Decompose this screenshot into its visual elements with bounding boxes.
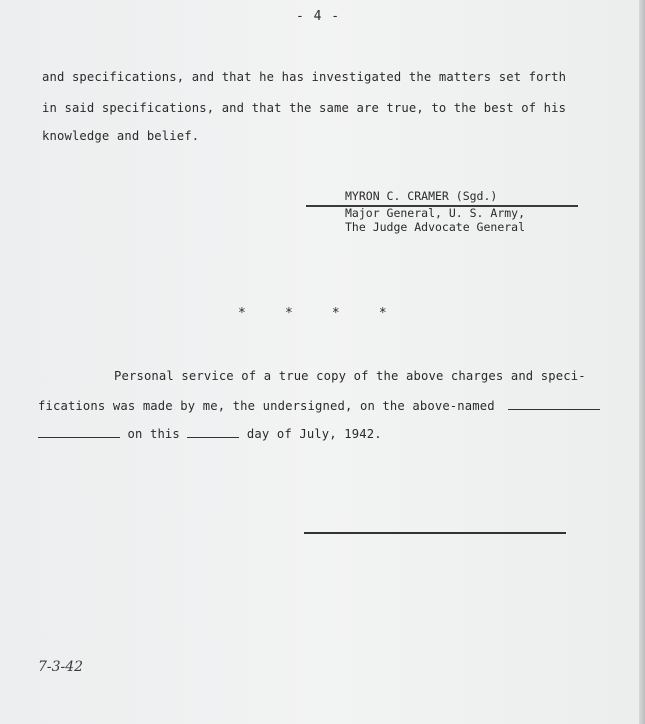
day-of-july-text: day of July, 1942.: [246, 427, 382, 441]
page-edge-shadow: [639, 0, 645, 724]
paragraph-1-line-1: and specifications, and that he has investigated the matters set forth: [42, 70, 567, 84]
paragraph-2-line-3: [38, 425, 382, 441]
paragraph-2-line-2-text: fications was made by me, the undersigned, on the above-named: [38, 399, 495, 413]
blank-day-field[interactable]: [187, 425, 239, 438]
handwritten-date: 7-3-42: [38, 659, 84, 675]
blank-name-field-1[interactable]: [508, 397, 600, 410]
paragraph-1-line-3: knowledge and belief.: [42, 129, 200, 143]
paragraph-2-line-1: Personal service of a true copy of the above charges and speci-: [114, 369, 586, 383]
signature-title-rank: Major General, U. S. Army,: [345, 206, 526, 220]
page-number: - 4 -: [296, 9, 341, 24]
section-separator: * * * *: [238, 306, 387, 321]
paragraph-2-line-2: [38, 397, 600, 413]
paragraph-1-line-2: in said specifications, and that the same are true, to the best of his: [42, 101, 567, 115]
signature-name: MYRON C. CRAMER (Sgd.): [345, 189, 498, 203]
on-this-text: on this: [127, 427, 180, 441]
signature-title-office: The Judge Advocate General: [345, 220, 526, 234]
signature-blank-line[interactable]: [304, 532, 566, 534]
blank-name-field-2[interactable]: [38, 425, 120, 438]
